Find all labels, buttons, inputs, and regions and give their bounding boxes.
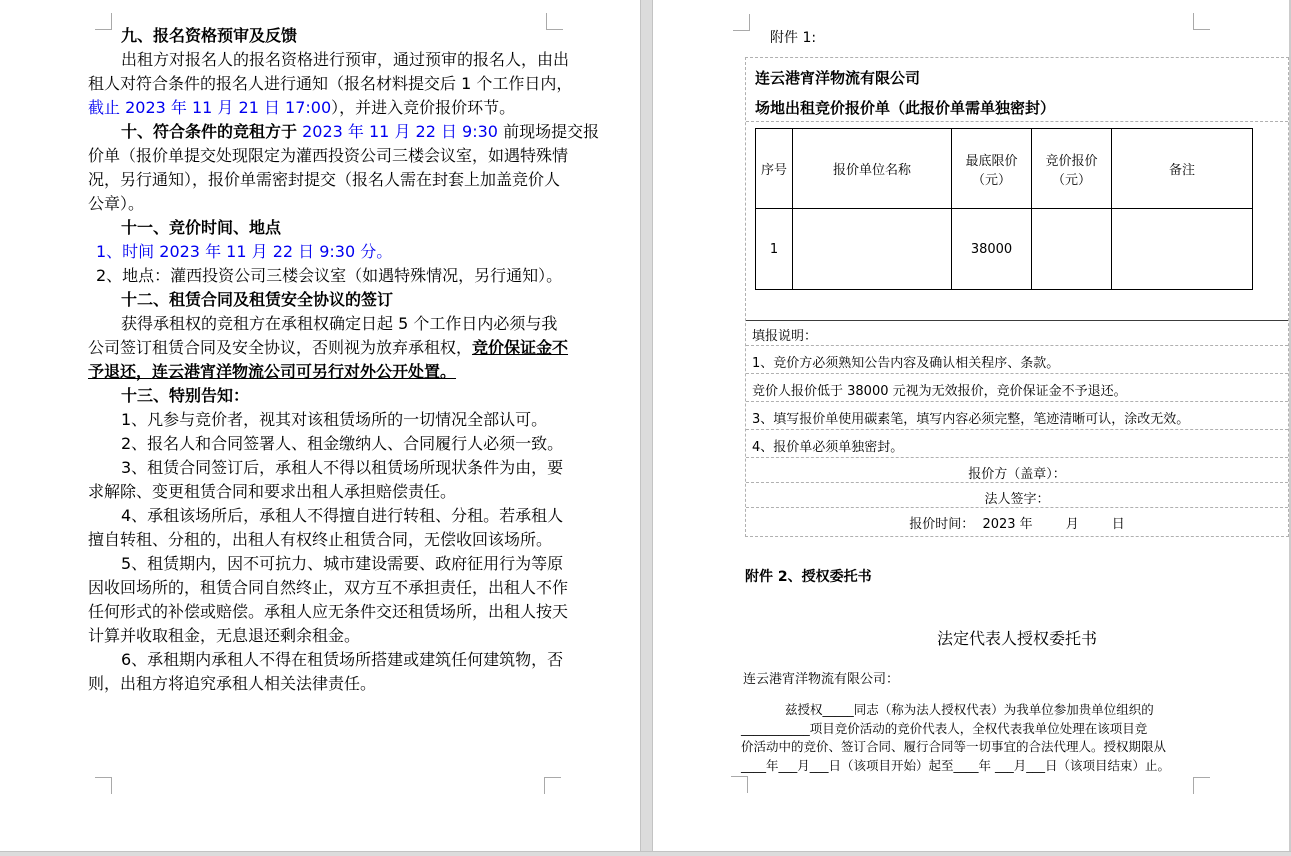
quote-table bbox=[755, 128, 1253, 290]
text-line bbox=[88, 336, 570, 360]
text-segment: 十三、特别告知： bbox=[121, 386, 250, 405]
poa-line: 兹授权_____同志（称为法人授权代表）为我单位参加贵单位组织的 bbox=[785, 702, 1154, 717]
text-segment: 竞价保证金不 bbox=[472, 338, 569, 357]
margin-crop-mark bbox=[544, 777, 561, 794]
cell-bid-price[interactable] bbox=[1032, 209, 1112, 290]
text-line bbox=[88, 672, 570, 696]
text-segment: 任何形式的补偿或赔偿。承租人应无条件交还租赁场所，出租人按天 bbox=[88, 602, 569, 621]
text-segment: 九、报名资格预审及反馈 bbox=[121, 26, 298, 45]
text-segment: 前现场提交报 bbox=[503, 122, 600, 141]
text-segment: 价单（报价单提交处现限定为灌西投资公司三楼会议室，如遇特殊情 bbox=[88, 146, 569, 165]
page-gap bbox=[640, 0, 653, 851]
signature-row[interactable]: 报价方（盖章）： bbox=[746, 458, 1288, 483]
text-line bbox=[88, 360, 570, 384]
text-segment: 5、租赁期内，因不可抗力、城市建设需要、政府征用行为等原 bbox=[121, 554, 564, 573]
attachment1-label: 附件 1: bbox=[770, 30, 817, 46]
text-segment: 租人对符合条件的报名人进行通知（报名材料提交后 1 个工作日内， bbox=[88, 74, 573, 93]
text-line bbox=[88, 48, 570, 72]
text-segment: 2023 年 11 月 22 日 9:30 bbox=[297, 122, 504, 141]
margin-crop-mark bbox=[1193, 13, 1210, 30]
text-segment: 2、地点：灌西投资公司三楼会议室（如遇特殊情况，另行通知）。 bbox=[96, 266, 563, 285]
text-line bbox=[88, 192, 570, 216]
text-segment: 况，另行通知），报价单需密封提交（报名人需在封套上加盖竞价人 bbox=[88, 170, 561, 189]
poa-line: 价活动中的竞价、签订合同、履行合同等一切事宜的合法代理人。授权期限从 bbox=[741, 739, 1167, 754]
text-line bbox=[88, 120, 600, 144]
text-segment: 公司签订租赁合同及安全协议，否则视为放弃承租权， bbox=[88, 338, 473, 357]
text-segment: 计算并收取租金，无息退还剩余租金。 bbox=[88, 626, 361, 645]
text-segment: 出租方对报名人的报名资格进行预审，通过预审的报名人，由出 bbox=[121, 50, 570, 69]
text-line bbox=[88, 552, 570, 576]
note-row: 3、填写报价单使用碳素笔，填写内容必须完整，笔迹清晰可认，涂改无效。 bbox=[746, 402, 1288, 430]
attachment2-heading: 附件 2、授权委托书 bbox=[745, 569, 872, 585]
cell-seq: 1 bbox=[756, 209, 793, 290]
text-segment: 擅自转租、分租的，出租人有权终止租赁合同，无偿收回该场所。 bbox=[88, 530, 553, 549]
text-segment: 予退还，连云港宵洋物流公司可另行对外公开处置。 bbox=[88, 362, 457, 381]
text-line bbox=[88, 24, 570, 48]
text-segment: 1、时间 2023 年 11 月 22 日 9:30 分。 bbox=[96, 242, 393, 261]
table-header-cell: 备注 bbox=[1112, 129, 1253, 209]
text-segment: 十二、租赁合同及租赁安全协议的签订 bbox=[121, 290, 394, 309]
cell-remark[interactable] bbox=[1112, 209, 1253, 290]
text-line bbox=[88, 432, 570, 456]
text-segment: 则，出租方将追究承租人相关法律责任。 bbox=[88, 674, 377, 693]
poa-line: ____年___月___日（该项目开始）起至____年 ___月___日（该项目结束）止。 bbox=[741, 757, 1170, 773]
text-segment: 6、承租期内承租人不得在租赁场所搭建或建筑任何建筑物，否 bbox=[121, 650, 564, 669]
text-line bbox=[88, 504, 570, 528]
poa-line: ___________项目竞价活动的竞价代表人，全权代表我单位处理在该项目竞 bbox=[741, 720, 1148, 736]
text-segment: 求解除、变更租赁合同和要求出租人承担赔偿责任。 bbox=[88, 482, 457, 501]
cell-floor-price: 38000 bbox=[952, 209, 1032, 290]
margin-crop-mark bbox=[731, 776, 748, 793]
table-row bbox=[756, 209, 1253, 290]
table-header-cell: 最底限价（元） bbox=[952, 129, 1032, 209]
text-line bbox=[88, 312, 570, 336]
text-segment: 1、凡参与竞价者，视其对该租赁场所的一切情况全部认可。 bbox=[121, 410, 548, 429]
quote-table-header-row bbox=[756, 129, 1253, 209]
text-segment: 因收回场所的，租赁合同自然终止，双方互不承担责任，出租人不作 bbox=[88, 578, 569, 597]
poa-title: 法定代表人授权委托书 bbox=[936, 629, 1097, 648]
table-header-cell: 报价单位名称 bbox=[793, 129, 952, 209]
text-line bbox=[88, 288, 570, 312]
text-segment: 公章）。 bbox=[88, 194, 145, 213]
text-segment: 截止 2023 年 11 月 21 日 17:00 bbox=[88, 98, 332, 117]
document-page-1[interactable] bbox=[0, 0, 640, 851]
text-line bbox=[88, 480, 570, 504]
cell-unit-name[interactable] bbox=[793, 209, 952, 290]
margin-crop-mark bbox=[95, 777, 112, 794]
text-line bbox=[88, 72, 573, 96]
table-header-cell: 竞价报价（元） bbox=[1032, 129, 1112, 209]
text-line bbox=[88, 648, 570, 672]
text-line bbox=[88, 408, 570, 432]
margin-crop-mark bbox=[733, 14, 750, 31]
poa-addressee: 连云港宵洋物流有限公司： bbox=[743, 672, 900, 687]
text-segment: 3、租赁合同签订后，承租人不得以租赁场所现状条件为由，要 bbox=[121, 458, 564, 477]
text-line bbox=[88, 456, 570, 480]
workspace-background bbox=[0, 851, 1291, 856]
form-title: 场地出租竞价报价单（此报价单需单独密封） bbox=[755, 99, 1056, 117]
note-row: 竞价人报价低于 38000 元视为无效报价，竞价保证金不予退还。 bbox=[746, 374, 1288, 402]
poa-body bbox=[741, 701, 1291, 775]
text-line bbox=[88, 240, 570, 264]
text-line bbox=[88, 384, 570, 408]
text-segment: 获得承租权的竞租方在承租权确定日起 5 个工作日内必须与我 bbox=[121, 314, 558, 333]
text-line bbox=[88, 96, 570, 120]
text-segment: 十一、竞价时间、地点 bbox=[121, 218, 282, 237]
text-line bbox=[88, 624, 570, 648]
text-line bbox=[88, 168, 570, 192]
text-line bbox=[88, 264, 570, 288]
text-segment: 4、承租该场所后，承租人不得擅自进行转租、分租。若承租人 bbox=[121, 506, 564, 525]
document-page-2[interactable] bbox=[653, 0, 1291, 851]
company-name: 连云港宵洋物流有限公司 bbox=[755, 69, 921, 87]
quote-table-area bbox=[746, 122, 1288, 321]
quote-form-title-block bbox=[746, 58, 1288, 122]
text-line bbox=[88, 528, 570, 552]
note-row: 4、报价单必须单独密封。 bbox=[746, 430, 1288, 458]
signature-rows bbox=[746, 458, 1288, 536]
text-line bbox=[88, 576, 570, 600]
text-segment: 2、报名人和合同签署人、租金缴纳人、合同履行人必须一致。 bbox=[121, 434, 564, 453]
notes-title: 填报说明： bbox=[746, 321, 1288, 346]
signature-row[interactable]: 法人签字： bbox=[746, 483, 1288, 508]
signature-row[interactable]: 报价时间： 2023 年 月 日 bbox=[909, 517, 1125, 532]
table-header-cell: 序号 bbox=[756, 129, 793, 209]
text-segment: ），并进入竞价报价环节。 bbox=[331, 98, 516, 117]
quote-form bbox=[745, 57, 1289, 537]
margin-crop-mark bbox=[1193, 777, 1210, 794]
text-line bbox=[88, 600, 570, 624]
text-line bbox=[88, 144, 570, 168]
notes-list bbox=[746, 346, 1288, 458]
note-row: 1、竞价方必须熟知公告内容及确认相关程序、条款。 bbox=[746, 346, 1288, 374]
text-segment: 十、符合条件的竞租方于 bbox=[121, 122, 298, 141]
text-line bbox=[88, 216, 570, 240]
document-body-left[interactable] bbox=[88, 24, 600, 696]
